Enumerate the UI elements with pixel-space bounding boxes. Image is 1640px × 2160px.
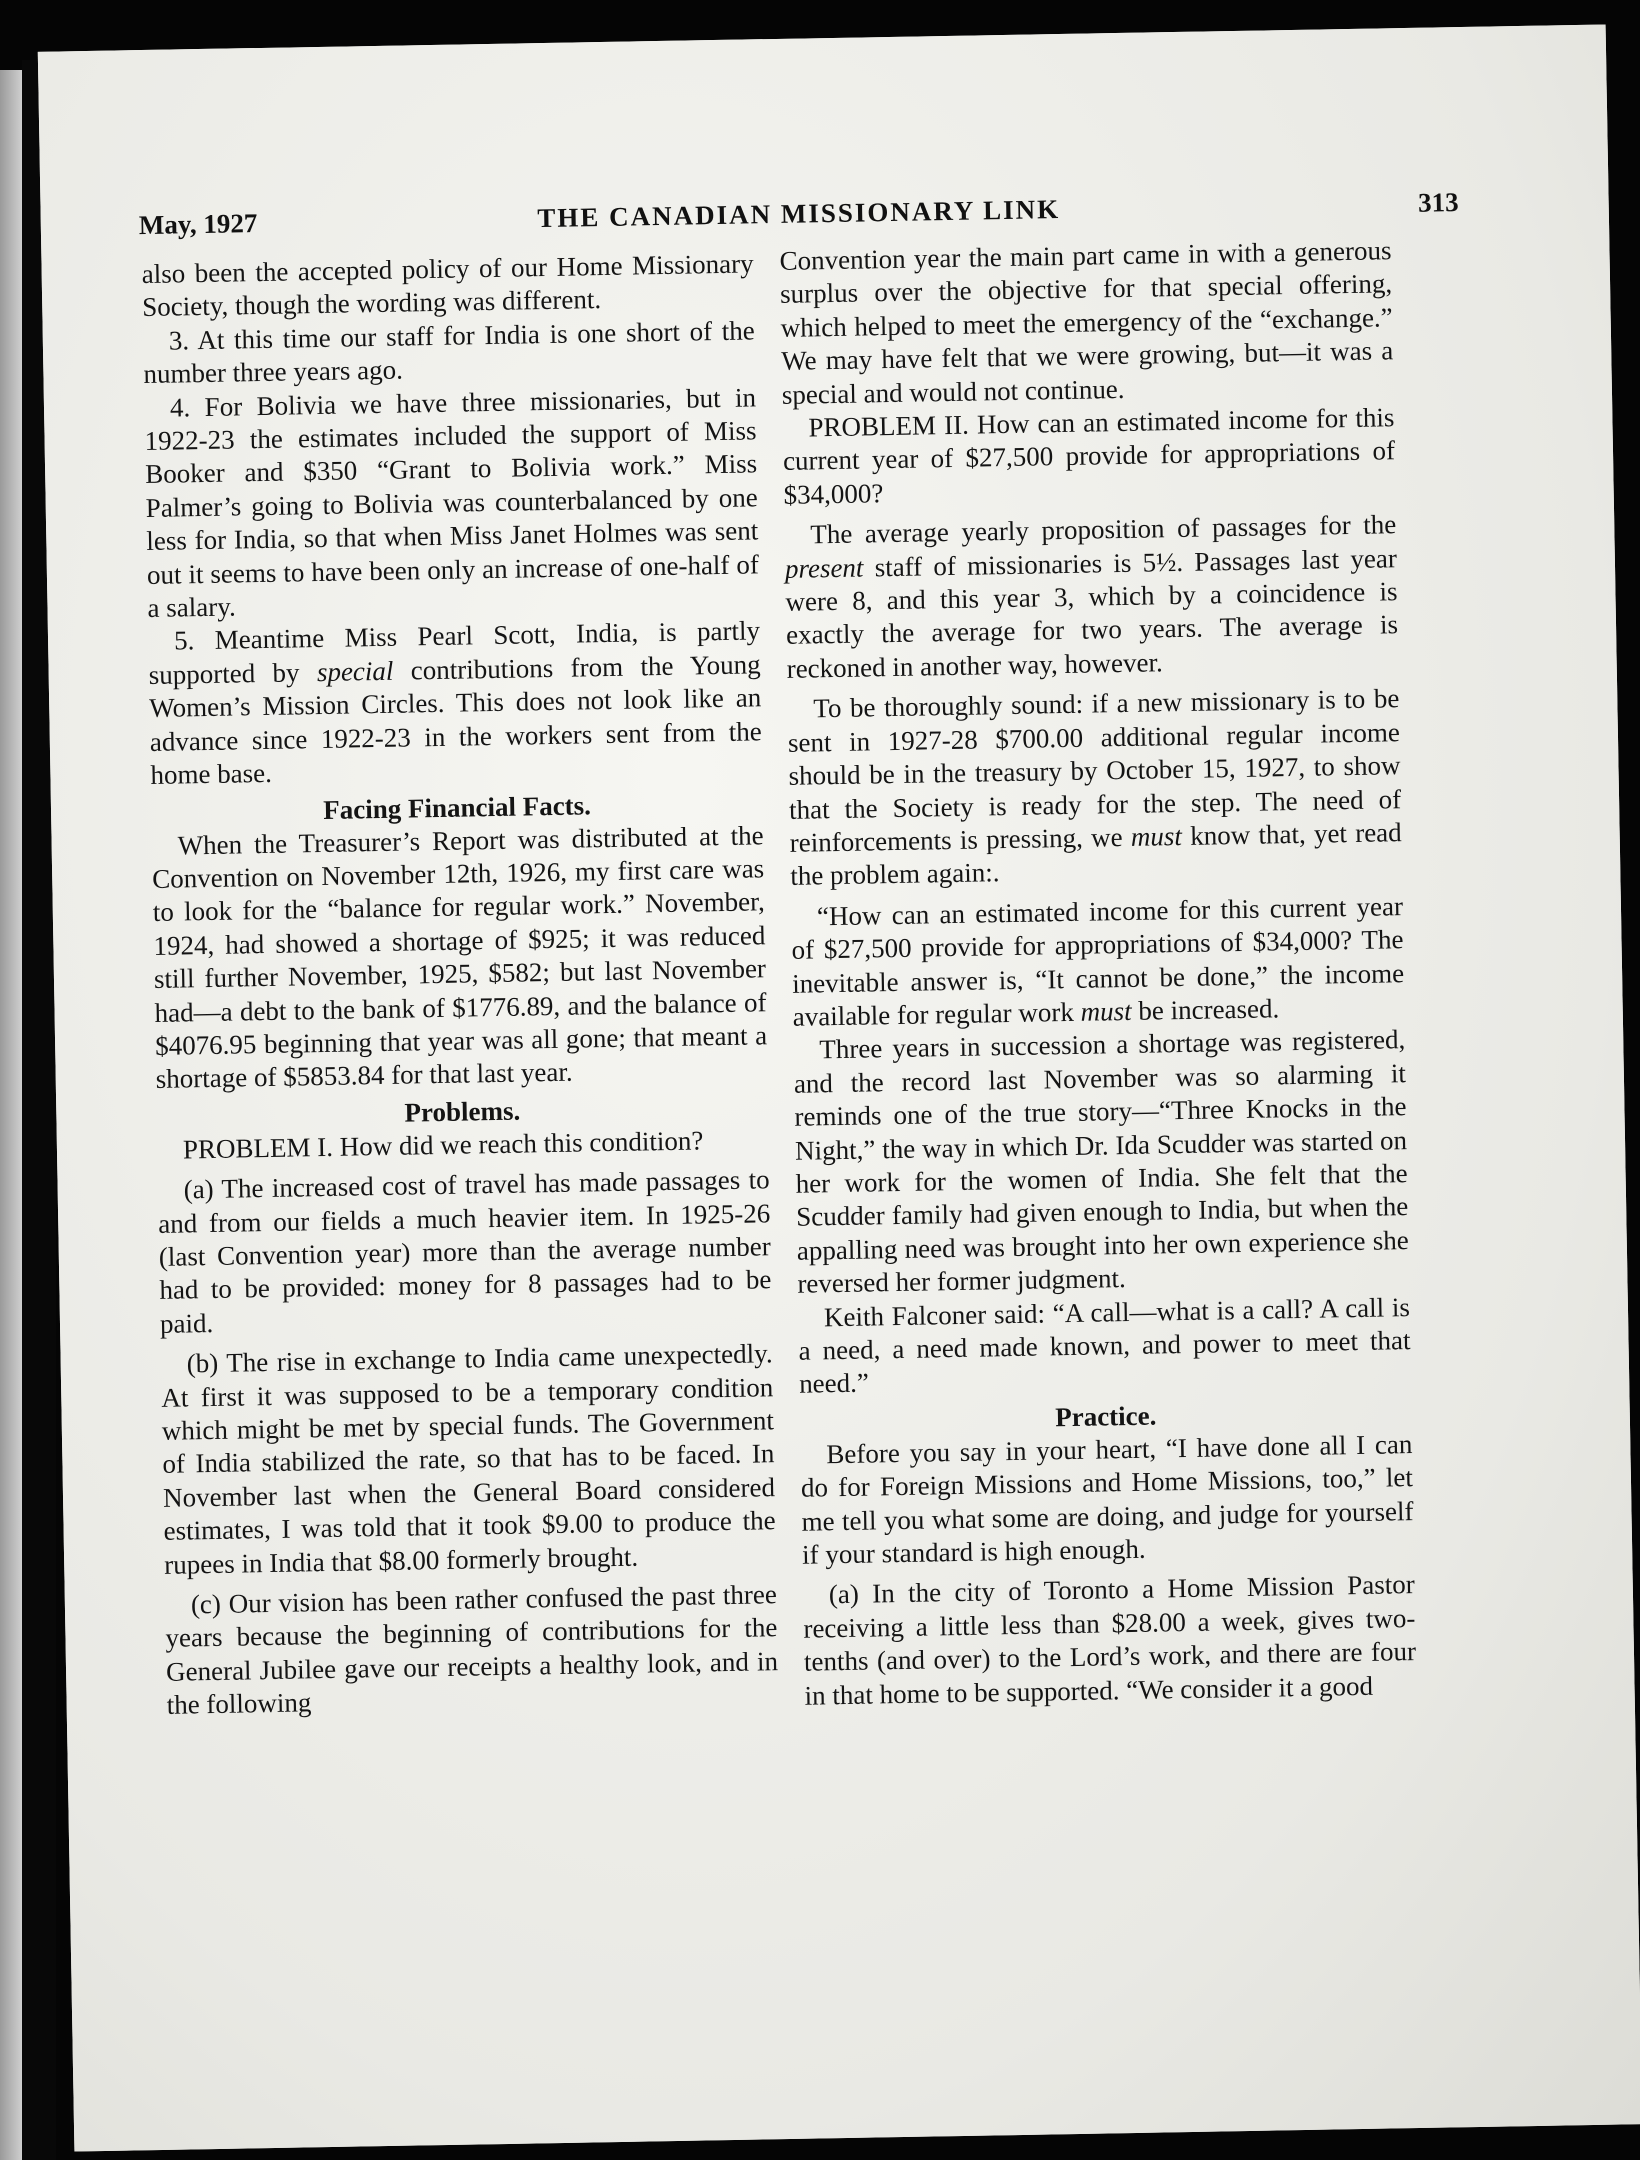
- paragraph: (a) In the city of Toronto a Home Mission Pastor receiving a little less than $28.00 a week, gives two-tenths (and over) to the Lord’s work, and there are four in that home to be supported. “We consider it a good: [803, 1569, 1417, 1711]
- emphasis-text: must: [1080, 995, 1132, 1027]
- paragraph: Keith Falconer said: “A call—what is a call? A call is a need, a need made known, and power to meet that need.”: [798, 1291, 1411, 1400]
- text-run: “How can an estimated income for this current year of $27,500 provide for appropriations of $34,000? The inevitable answer is, “It cannot be done,” the income available for regular work: [791, 890, 1405, 1032]
- paragraph: [791, 890, 1405, 1034]
- emphasis-text: special: [316, 655, 394, 687]
- paragraph: Convention year the main part came in with a generous surplus over the objective for that special offering, which helped to meet the emergency of the “exchange.” We may have felt that we were growing, but—it was a special and would not continue.: [779, 235, 1394, 410]
- paragraph: When the Treasurer’s Report was distributed at the Convention on November 12th, 1926, my first care was to look for the “balance for regular work.” November, 1924, had showed a shortage of $925; it was reduced still further November, 1925, $582; but last November had—a debt to the bank of $1776.89, and the balance of $4076.95 beginning that year was all gone; that meant a shortage of $5853.84 for that last year.: [151, 819, 768, 1095]
- page-number: 313: [1417, 187, 1459, 218]
- section-heading-practice: Practice.: [1054, 1400, 1157, 1433]
- paragraph: (a) The increased cost of travel has made passages to and from our fields a much heavier item. In 1925-26 (last Convention year) more than the average number had to be provided: money for 8 passages had to be paid.: [157, 1164, 772, 1339]
- emphasis-text: present: [784, 552, 864, 584]
- scan-page-edge: [0, 70, 22, 2160]
- paragraph: (c) Our vision has been rather confused the past three years because the beginning of contributions for the General Jubilee gave our receipts a healthy look, and in the following: [165, 1579, 779, 1721]
- text-run: 5. Meantime Miss Pearl Scott, India, is partly supported by: [148, 615, 761, 690]
- section-heading-problems: Problems.: [404, 1095, 521, 1128]
- text-run: contributions from the Young Women’s Mission Circles. This does not look like an advance since 1922-23 in the workers sent from the home base.: [149, 649, 763, 791]
- paragraph: Before you say in your heart, “I have done all I can do for Foreign Missions and Home Missions, too,” let me tell you what some are doing, and judge for yourself if your standard is high enough.: [800, 1428, 1414, 1570]
- magazine-title: THE CANADIAN MISSIONARY LINK: [537, 194, 1061, 234]
- right-column: [779, 234, 1417, 1713]
- paragraph: 3. At this time our staff for India is one short of the number three years ago.: [143, 315, 756, 390]
- text-run: know that, yet read the problem again:.: [790, 817, 1402, 892]
- left-column: [141, 247, 778, 1722]
- emphasis-text: must: [1130, 820, 1183, 852]
- paragraph: 4. For Bolivia we have three missionaries, but in 1922-23 the estimates included the support of Miss Booker and $350 “Grant to Bolivia work.” Miss Palmer’s going to Bolivia was counterbalanced by one less for India, so that when Miss Janet Holmes was sent out it seems to have been only an increase of one-half of a salary.: [144, 381, 760, 624]
- paragraph: PROBLEM I. How did we reach this condition?: [182, 1125, 704, 1165]
- text-run: To be thoroughly sound: if a new missionary is to be sent in 1927-28 $700.00 additional regular income should be in the treasury by October 15, 1927, to show that the Society is ready for the step. The need of reinforcements is pressing, we: [787, 683, 1402, 858]
- magazine-page: [38, 24, 1640, 2151]
- paragraph: Three years in succession a shortage was registered, and the record last November was so alarming it reminds one of the true story—“Three Knocks in the Night,” the way in which Dr. Ida Scudder was started on her work for the women of India. She felt that the Scudder family had given enough to India, but when the appalling need was brought into her own experience she reversed her former judgment.: [793, 1024, 1409, 1299]
- paragraph: [787, 682, 1402, 893]
- paragraph: also been the accepted policy of our Home Missionary Society, though the wording was different.: [141, 248, 754, 323]
- paragraph: (b) The rise in exchange to India came unexpectedly. At first it was supposed to be a temporary condition which might be met by special funds. The Government of India stabilized the rate, so that has to be faced. In November last when the General Board considered estimates, I was told that it took $9.00 to produce the rupees in India that $8.00 formerly brought.: [161, 1338, 776, 1580]
- section-heading-facing-financial-facts: Facing Financial Facts.: [322, 789, 592, 825]
- text-run: staff of missionaries is 5½. Passages last year were 8, and this year 3, which by a coincidence is exactly the average for two years. The average is reckoned in another way, however.: [785, 542, 1399, 684]
- issue-date: May, 1927: [138, 208, 258, 241]
- paragraph: [148, 615, 763, 793]
- paragraph: [784, 508, 1399, 686]
- text-run: be increased.: [1131, 993, 1280, 1026]
- paragraph: PROBLEM II. How can an estimated income for this current year of $27,500 provide for appropriations of $34,000?: [782, 402, 1396, 510]
- text-run: The average yearly proposition of passages for the: [810, 509, 1397, 550]
